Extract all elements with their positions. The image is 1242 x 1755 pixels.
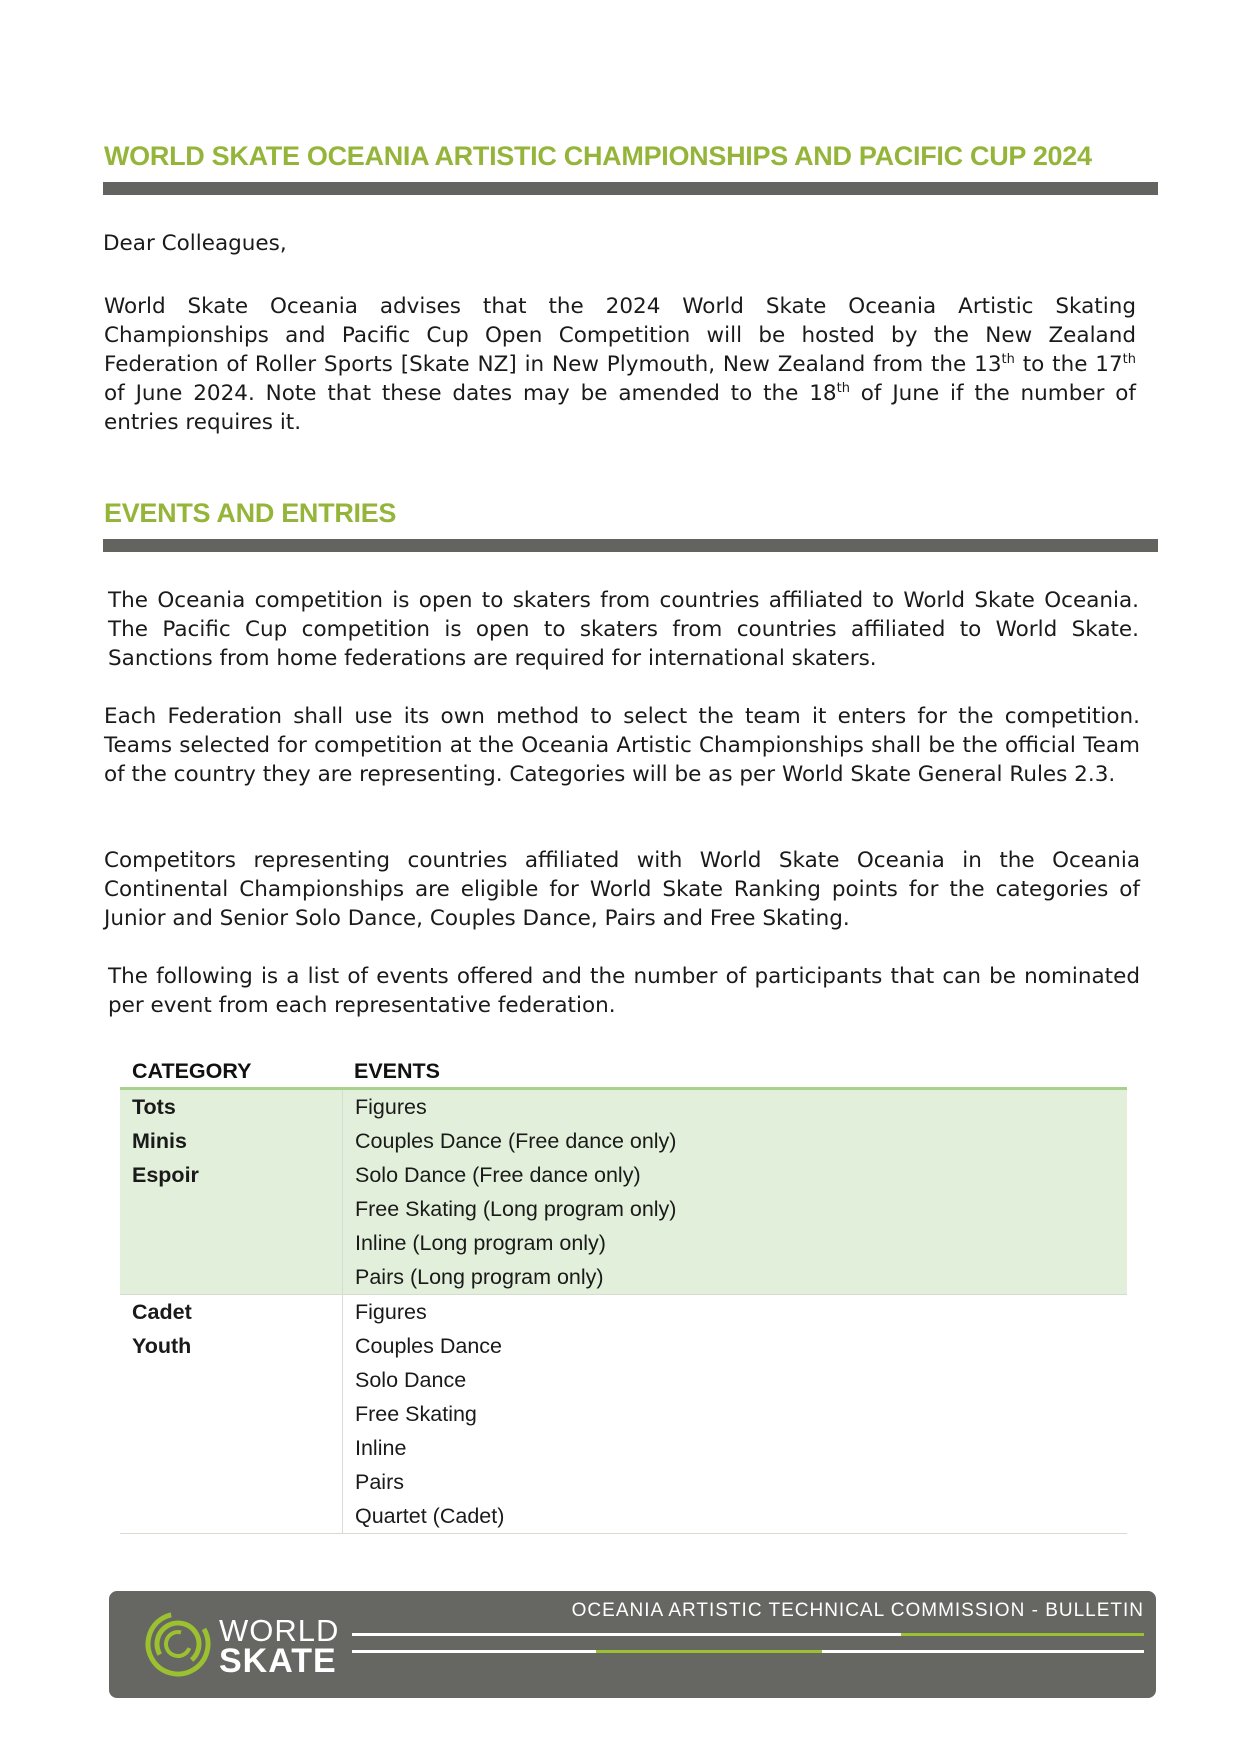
page-title: WORLD SKATE OCEANIA ARTISTIC CHAMPIONSHIPS AND PACIFIC CUP 2024	[104, 141, 1092, 171]
event-item: Solo Dance (Free dance only)	[355, 1163, 641, 1187]
events-cell	[342, 1090, 1127, 1294]
title-divider	[103, 182, 1158, 195]
events-cell	[342, 1295, 1127, 1533]
event-item: Figures	[355, 1300, 427, 1324]
footer-line	[822, 1650, 1144, 1653]
event-item: Solo Dance	[355, 1368, 467, 1392]
world-skate-logo-icon	[143, 1609, 213, 1679]
event-item: Inline	[355, 1436, 407, 1460]
footer-line-accent	[901, 1633, 1144, 1636]
header-events: EVENTS	[354, 1059, 441, 1083]
footer-bulletin-title: OCEANIA ARTISTIC TECHNICAL COMMISSION - BULLETIN	[571, 1600, 1144, 1621]
category-name: Tots	[132, 1095, 176, 1119]
event-item: Couples Dance	[355, 1334, 503, 1358]
logo-line-skate: SKATE	[219, 1642, 337, 1680]
category-name: Espoir	[132, 1163, 199, 1187]
logo-line-world: WORLD	[219, 1613, 340, 1648]
paragraph-ranking-points: Competitors representing countries affiliated with World Skate Oceania in the Oceania Continental Championships are eligible for World Skate Ranking points for the categories of Junior and Senior Solo Dance, Couples Dance, Pairs and Free Skating.	[104, 848, 1140, 931]
greeting: Dear Colleagues,	[103, 231, 287, 256]
paragraph-eligibility: The Oceania competition is open to skaters from countries affiliated to World Skate Oceania. The Pacific Cup competition is open to skaters from countries affiliated to World Skate. Sanctions from home federations are required for international skaters.	[108, 588, 1139, 671]
footer-line	[352, 1650, 596, 1653]
footer-line	[352, 1633, 901, 1636]
footer-line-accent	[596, 1650, 822, 1653]
intro-paragraph: World Skate Oceania advises that the 2024 World Skate Oceania Artistic Skating Championships and Pacific Cup Open Competition will be hosted by the New Zealand Federation of Roller Sports [Skate NZ] in New Plymouth, New Zealand from the 13th to the 17th of June 2024. Note that these dates may be amended to the 18th of June if the number of entries requires it.	[104, 294, 1136, 435]
table-row	[120, 1090, 1127, 1294]
event-item: Free Skating (Long program only)	[355, 1197, 677, 1221]
category-cell	[120, 1090, 342, 1294]
event-item: Inline (Long program only)	[355, 1231, 606, 1255]
category-name: Cadet	[132, 1300, 192, 1324]
paragraph-events-list-intro: The following is a list of events offered and the number of participants that can be nominated per event from each representative federation.	[108, 964, 1140, 1018]
events-table	[120, 1055, 1127, 1534]
event-item: Free Skating	[355, 1402, 477, 1426]
table-header	[120, 1055, 1127, 1090]
page-footer	[109, 1591, 1156, 1698]
section-heading-events: EVENTS AND ENTRIES	[104, 498, 397, 528]
event-item: Pairs (Long program only)	[355, 1265, 604, 1289]
section-divider	[103, 539, 1158, 552]
logo-wordmark	[219, 1613, 340, 1680]
header-category: CATEGORY	[132, 1059, 252, 1083]
category-cell	[120, 1295, 342, 1533]
event-item: Couples Dance (Free dance only)	[355, 1129, 677, 1153]
event-item: Figures	[355, 1095, 427, 1119]
paragraph-team-selection: Each Federation shall use its own method to select the team it enters for the competition. Teams selected for competition at the Oceania Artistic Championships shall be the official Team of the country they are representing. Categories will be as per World Skate General Rules 2.3.	[104, 704, 1140, 787]
category-name: Youth	[132, 1334, 192, 1358]
category-name: Minis	[132, 1129, 187, 1153]
table-row	[120, 1294, 1127, 1534]
event-item: Pairs	[355, 1470, 404, 1494]
event-item: Quartet (Cadet)	[355, 1504, 505, 1528]
